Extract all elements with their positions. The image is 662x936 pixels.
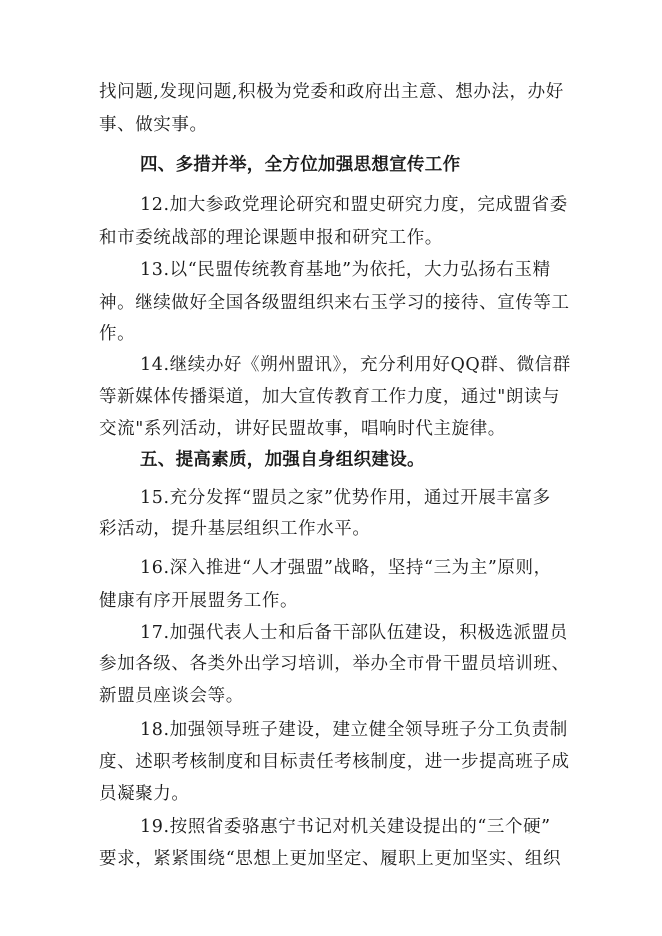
paragraph-line: 作。 [99, 324, 136, 344]
paragraph-line: 彩活动，提升基层组织工作水平。 [99, 519, 371, 539]
paragraph-line: 等新媒体传播渠道，加大宣传教育工作力度，通过"朗读与 [99, 387, 561, 407]
section-heading-4: 四、多措并举，全方位加强思想宣传工作 [140, 155, 461, 175]
paragraph-line: 新盟员座谈会等。 [99, 686, 244, 706]
paragraph-line: 19.按照省委骆惠宁书记对机关建设提出的“三个硬” [140, 817, 551, 837]
paragraph-line: 和市委统战部的理论课题申报和研究工作。 [99, 228, 443, 248]
paragraph-line: 交流"系列活动，讲好民盟故事，唱响时代主旋律。 [99, 419, 506, 439]
paragraph-line: 度、述职考核制度和目标责任考核制度，进一步提高班子成 [99, 752, 570, 772]
paragraph-line: 神。继续做好全国各级盟组织来右玉学习的接待、宣传等工 [99, 293, 570, 313]
paragraph-line: 14.继续办好《朔州盟讯》，充分利用好QQ群、微信群 [140, 355, 571, 375]
paragraph-line: 15.充分发挥“盟员之家”优势作用，通过开展丰富多 [140, 488, 551, 508]
section-heading-5: 五、提高素质，加强自身组织建设。 [140, 450, 425, 470]
paragraph-line: 16.深入推进“人才强盟”战略，坚持“三为主”原则， [140, 558, 552, 578]
paragraph-line: 18.加强领导班子建设，建立健全领导班子分工负责制 [140, 720, 568, 740]
paragraph-line: 事、做实事。 [99, 115, 208, 135]
paragraph-line: 找问题,发现问题,积极为党委和政府出主意、想办法，办好 [99, 82, 564, 102]
paragraph-line: 12.加大参政党理论研究和盟史研究力度，完成盟省委 [140, 195, 568, 215]
paragraph-line: 17.加强代表人士和后备干部队伍建设，积极选派盟员 [140, 623, 568, 643]
paragraph-line: 参加各级、各类外出学习培训，举办全市骨干盟员培训班、 [99, 654, 570, 674]
paragraph-line: 要求，紧紧围绕“思想上更加坚定、履职上更加坚实、组织 [99, 849, 562, 869]
paragraph-line: 健康有序开展盟务工作。 [99, 591, 299, 611]
paragraph-line: 员凝聚力。 [99, 784, 190, 804]
paragraph-line: 13.以“民盟传统教育基地”为依托，大力弘扬右玉精 [140, 260, 551, 280]
